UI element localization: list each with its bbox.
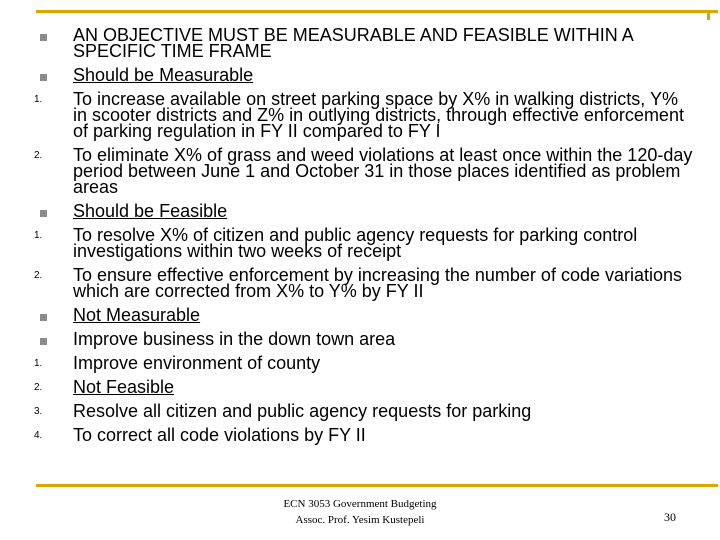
square-bullet-icon bbox=[40, 314, 47, 321]
list-number: 1. bbox=[34, 230, 43, 241]
item-text: Not Feasible bbox=[73, 377, 175, 397]
list-number: 1. bbox=[34, 94, 43, 105]
not-measurable-heading bbox=[0, 307, 720, 323]
list-item-1 bbox=[0, 355, 720, 371]
list-number: 3. bbox=[34, 406, 43, 417]
objective-heading bbox=[0, 27, 720, 59]
item-text: Improve business in the down town area bbox=[73, 329, 396, 349]
square-bullet-icon bbox=[40, 210, 47, 217]
bottom-rule bbox=[36, 484, 718, 487]
not-measurable-item bbox=[0, 331, 720, 347]
item-text: Improve environment of county bbox=[73, 353, 321, 373]
list-number: 2. bbox=[34, 150, 43, 161]
item-text: To increase available on street parking space by X% in walking districts, Y% in scooter districts and Z% in outlying districts, through effective enforcement of parking regulation in FY II compared to FY I bbox=[73, 89, 684, 141]
page-number: 30 bbox=[664, 510, 676, 524]
course-name: ECN 3053 Government Budgeting bbox=[283, 498, 437, 510]
footer-text bbox=[245, 496, 475, 528]
slide-content bbox=[0, 27, 720, 451]
square-bullet-icon bbox=[40, 34, 47, 41]
measurable-heading bbox=[0, 67, 720, 83]
square-bullet-icon bbox=[40, 74, 47, 81]
list-item-3 bbox=[0, 403, 720, 419]
feasible-item-1 bbox=[0, 227, 720, 259]
item-text: Should be Feasible bbox=[73, 201, 228, 221]
item-text: AN OBJECTIVE MUST BE MEASURABLE AND FEASIBLE WITHIN A SPECIFIC TIME FRAME bbox=[73, 25, 633, 61]
item-text: To correct all code violations by FY II bbox=[73, 425, 366, 445]
right-accent-rule bbox=[707, 10, 710, 20]
list-item-4 bbox=[0, 427, 720, 443]
measurable-item-2 bbox=[0, 147, 720, 195]
item-text: Not Measurable bbox=[73, 305, 201, 325]
list-number: 2. bbox=[34, 382, 43, 393]
feasible-heading bbox=[0, 203, 720, 219]
top-rule bbox=[36, 10, 718, 13]
list-number: 1. bbox=[34, 358, 43, 369]
item-text: To resolve X% of citizen and public agency requests for parking control investigations within two weeks of receipt bbox=[73, 225, 638, 261]
item-text: To eliminate X% of grass and weed violations at least once within the 120-day period between June 1 and October 31 in those places identified as problem areas bbox=[73, 145, 693, 197]
list-number: 4. bbox=[34, 430, 43, 441]
item-text: To ensure effective enforcement by increasing the number of code variations which are corrected from X% to Y% by FY II bbox=[73, 265, 683, 301]
feasible-item-2 bbox=[0, 267, 720, 299]
list-number: 2. bbox=[34, 270, 43, 281]
item-text: Should be Measurable bbox=[73, 65, 254, 85]
item-text: Resolve all citizen and public agency requests for parking bbox=[73, 401, 532, 421]
not-feasible-heading bbox=[0, 379, 720, 395]
measurable-item-1 bbox=[0, 91, 720, 139]
instructor-name: Assoc. Prof. Yesim Kustepeli bbox=[295, 514, 425, 526]
square-bullet-icon bbox=[40, 338, 47, 345]
